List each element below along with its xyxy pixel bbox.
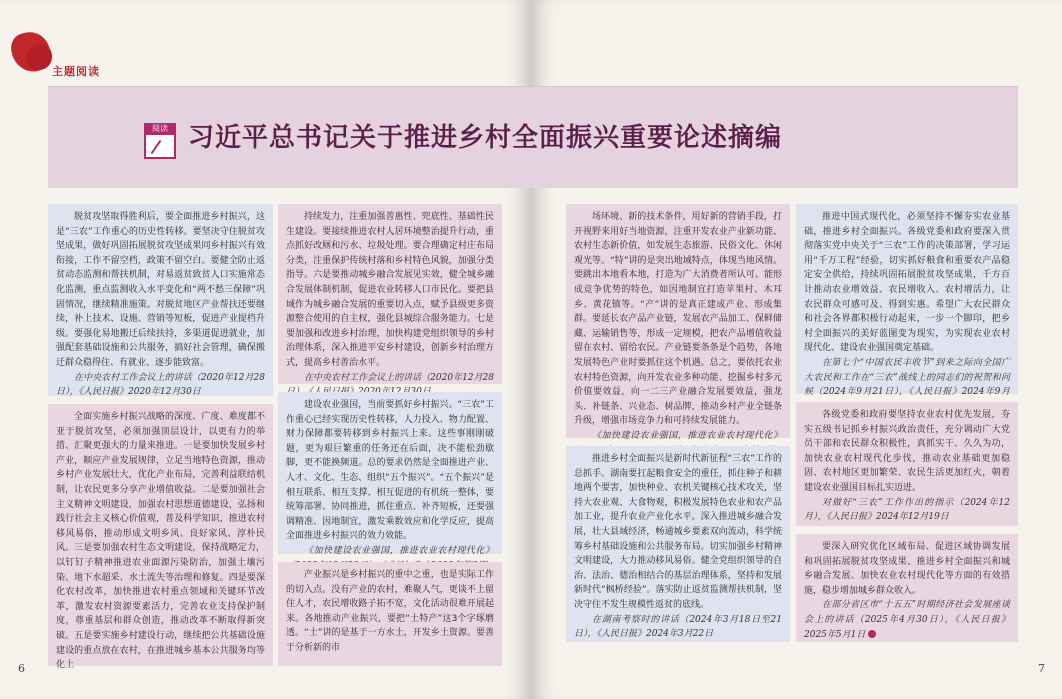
excerpt-text: 产业振兴是乡村振兴的重中之重，也是实际工作的切入点。没有产业的农村，难聚人气，更谈不上留住人才，农民增收路子拓不宽，文化活动很难开展起来。各地推动产业振兴，要把“土特产”这3个字琢磨透。“土”讲的是基于一方水土，开发乡土资源。要善于分析新的市	[286, 570, 494, 653]
title-banner	[48, 86, 1018, 188]
excerpt-block	[566, 204, 790, 441]
excerpt-citation	[804, 598, 1010, 642]
excerpt-block	[796, 534, 1018, 642]
section-logo-accent	[26, 44, 52, 70]
excerpt-text: 要深入研究优化区域布局、促进区域协调发展和巩固拓展脱贫攻坚成果、推进乡村全面振兴和城乡融合发展、加快农业农村现代化等方面的有效措施，稳步增加城乡群众收入。	[804, 542, 1010, 596]
page-number-left: 6	[18, 662, 25, 675]
excerpt-text: 推进乡村全面振兴是新时代新征程“三农”工作的总抓手。湖南要扛起粮食安全的重任，抓住种子和耕地两个要害，加快种业、农机关键核心技术攻关，坚持大农业观、大食物观，积极发展特色农业和农产品加工业，提升农业产业化水平。深入推进城乡融合发展，壮大县域经济，畅通城乡要素双向流动，科学统筹乡村基础设施和公共服务布局。切实加强乡村精神文明建设，大力推动移风易俗。健全党组织领导的自治、法治、德治相结合的基层治理体系，坚持和发展新时代“枫桥经验”。落实防止返贫监测帮扶机制，坚决守住不发生规模性返贫的底线。	[574, 454, 782, 610]
excerpt-text: 场环境、新的技术条件，用好新的营销手段，打开视野来用好当地资源，注重开发农业产业新功能、农村生态新价值，如发展生态旅游、民俗文化、休闲观光等。“特”讲的是突出地域特点，体现当地风情。要跳出本地看本地，打造为广大消费者所认可、能形成竞争优势的特色，如因地制宜打造苹果村、木耳乡、黄花镇等。“产”讲的是真正建成产业、形成集群。要延长农产品产业链，发展农产品加工、保鲜储藏、运输销售等，形成一定规模，把农产品增值收益留在农村、留给农民。产业链要条条是个趋势，各地发展特色产业时要抓住这个机遇。总之，要依托农业农村特色资源，向开发农业多种功能、挖掘乡村多元价值要效益，向一二三产业融合发展要效益，强龙头、补链条、兴业态、树品牌，推动乡村产业全链条升级，增强市场竞争力和可持续发展能力。	[574, 212, 782, 427]
section-label: 主题阅读	[52, 65, 100, 78]
page-number-right: 7	[1038, 662, 1045, 675]
excerpt-text: 持续发力，注重加强普惠性、兜底性、基础性民生建设。要接续推进农村人居环境整治提升行动，重点抓好改厕和污水、垃圾处理。要合理确定村庄布局分类，注重保护传统村落和乡村特色风貌，加强分类指导。六是要推动城乡融合发展见实效，健全城乡融合发展体制机制，促进农业转移人口市民化。要把县域作为城乡融合发展的重要切入点，赋予县级更多资源整合使用的自主权，强化县城综合服务能力。七是要加强和改进乡村治理，加快构建党组织领导的乡村治理体系，深入推进平安乡村建设，创新乡村治理方式，提高乡村善治水平。	[286, 212, 494, 368]
section-mark	[12, 30, 122, 82]
excerpt-block	[278, 204, 502, 384]
excerpt-citation: 在第七个“中国农民丰收节”到来之际向全国广大农民和工作在“三农”战线上的同志们的祝贺和问候（2024年9月21日），《人民日报》2024年9月	[804, 357, 1010, 398]
excerpt-text: 建设农业强国，当前要抓好乡村振兴。“三农”工作重心已经实现历史性转移，人力投入、物力配置、财力保障都要转移到乡村振兴上来。这些事刚刚破题，更为艰巨繁重的任务还在后面，决不能松劲歇脚，更不能换频道。总的要求仍然是全面推进产业、人才、文化、生态、组织“五个振兴”。“五个振兴”是相互联系、相互支撑、相互促进的有机统一整体，要统筹部署、协同推进，抓住重点、补齐短板，还要强调精准、因地制宜，激发乘数效应和化学反应，提高全面推进乡村振兴的效力效能。	[286, 400, 494, 542]
excerpt-citation: 《加快建设农业强国，推进农业农村现代化》	[304, 545, 494, 556]
article-title: 习近平总书记关于推进乡村全面振兴重要论述摘编	[188, 123, 783, 153]
excerpt-citation-text: 在部分省区市“十五五”时期经济社会发展座谈会上的讲话（2025年4月30日），《人民日报》2025年5月1日	[804, 600, 1010, 640]
reading-icon-tag: 阅读	[144, 123, 176, 135]
excerpt-citation: 在中央农村工作会议上的讲话（2020年12月28	[304, 372, 494, 383]
pen-icon	[151, 140, 162, 154]
excerpt-citation: 《加快建设农业强国，推进农业农村现代化》	[592, 430, 782, 441]
excerpt-text: 各级党委和政府要坚持农业农村优先发展，夯实五级书记抓乡村振兴政治责任，充分调动广大党员干部和农民群众积极性，真抓实干、久久为功，加快农业农村现代化步伐，推动农业基础更加稳固、农村地区更加繁荣、农民生活更加红火，朝着建设农业强国目标扎实迈进。	[804, 410, 1010, 493]
reading-icon	[144, 123, 176, 159]
excerpt-text: 推进中国式现代化，必须坚持不懈夯实农业基础，推进乡村全面振兴。各级党委和政府要深入贯彻落实党中央关于“三农”工作的决策部署，学习运用“千万工程”经验，切实抓好粮食和重要农产品稳定安全供给，持续巩固拓展脱贫攻坚成果，千方百计推动农业增效益、农民增收入、农村增活力，让农民群众可感可及、得到实惠。希望广大农民群众和社会各界都积极行动起来，一步一个脚印，把乡村全面振兴的美好蓝图变为现实，为实现农业农村现代化、建设农业强国奠定基础。	[804, 212, 1010, 354]
excerpt-text: 脱贫攻坚取得胜利后，要全面推进乡村振兴，这是“三农”工作重心的历史性转移。要坚决守住脱贫攻坚成果，做好巩固拓展脱贫攻坚成果同乡村振兴有效衔接，工作不留空档，政策不留空白。要健全防止返贫动态监测和帮扶机制，对易返贫致贫人口实施常态化监测，重点监测收入水平变化和“两不愁三保障”巩固情况，继续精准施策。对脱贫地区产业帮扶还要继续，补上技术、设施、营销等短板，促进产业提档升级。要强化易地搬迁后续扶持，多渠道促进就业，加强配套基础设施和公共服务，搞好社会管理，确保搬迁群众稳得住、有就业、逐步能致富。	[56, 212, 265, 368]
excerpt-citation: 对做好“三农”工作作出的指示（2024年12月），《人民日报》2024年12月19日	[804, 497, 1010, 523]
excerpt-text: 全面实施乡村振兴战略的深度、广度、难度都不亚于脱贫攻坚，必须加强顶层设计，以更有力的举措、汇聚更强大的力量来推进。一是要加快发展乡村产业，顺应产业发展规律，立足当地特色资源，推动乡村产业发展壮大，优化产业布局，完善利益联结机制，让农民更多分享产业增值收益。二是要加强社会主义精神文明建设，加强农村思想道德建设，弘扬和践行社会主义核心价值观，普及科学知识，推进农村移风易俗，推动形成文明乡风、良好家风、淳朴民风。三是要加强农村生态文明建设，保持战略定力，以钉钉子精神推进农业面源污染防治，加强土壤污染、地下水超采、水土流失等治理和修复。四是要深化农村改革，加快推进农村重点领域和关键环节改革，激发农村资源要素活力，完善农业支持保护制度，尊重基层和群众创造，推动改革不断取得新突破。五是要实施乡村建设行动，继续把公共基础设施建设的重点放在农村，在推进城乡基本公共服务均等化上	[56, 412, 265, 671]
excerpt-block	[566, 446, 790, 642]
excerpt-block	[278, 562, 502, 666]
excerpt-citation: 在湖南考察时的讲话（2024年3月18日至21日），《人民日报》2024年3月22日	[574, 614, 782, 640]
excerpt-block	[48, 204, 273, 396]
excerpt-block	[796, 402, 1018, 526]
excerpt-block	[796, 204, 1018, 398]
excerpt-block	[278, 392, 502, 554]
excerpt-citation: 在中央农村工作会议上的讲话（2020年12月28日），《人民日报》2020年12月30日	[56, 372, 265, 398]
excerpt-block	[48, 404, 273, 671]
end-mark-icon	[868, 630, 876, 638]
